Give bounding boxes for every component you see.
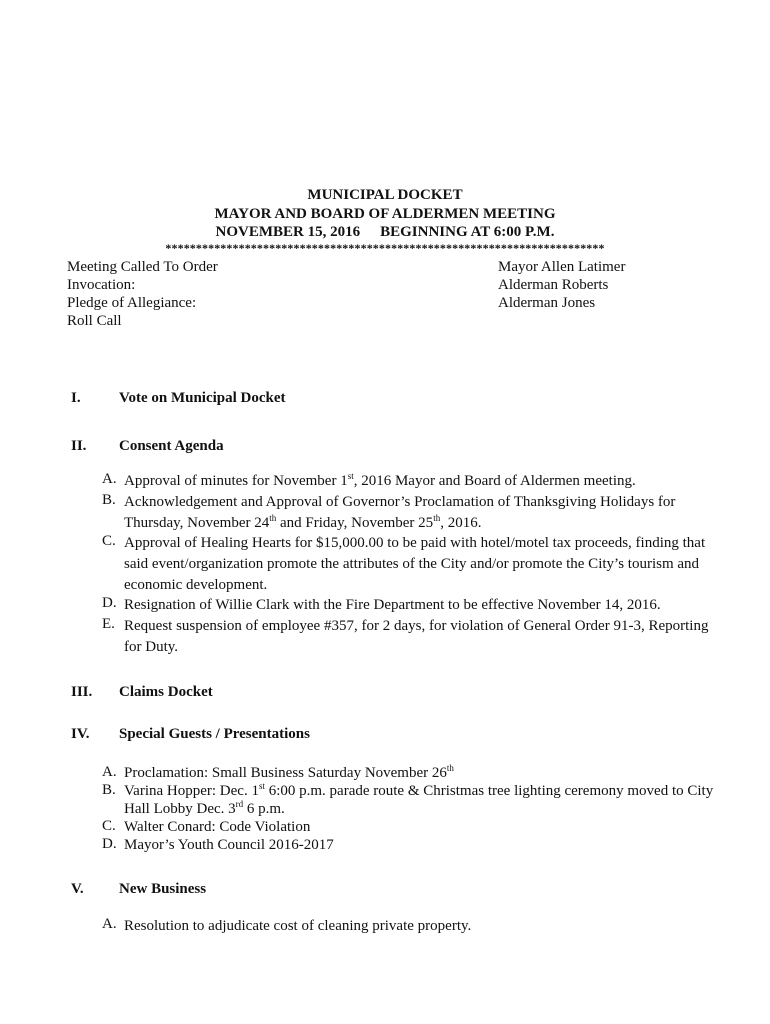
section-title-claims: Claims Docket bbox=[119, 684, 213, 700]
item-letter: D. bbox=[102, 595, 117, 611]
section-number: IV. bbox=[71, 726, 90, 742]
item-letter: B. bbox=[102, 782, 116, 798]
guest-item-b: Varina Hopper: Dec. 1st 6:00 p.m. parade route & Christmas tree lighting ceremony moved to City Hall Lobby Dec. 3rd 6 p.m. bbox=[124, 781, 714, 817]
section-title-vote: Vote on Municipal Docket bbox=[119, 390, 286, 406]
consent-item-e: Request suspension of employee #357, for 2 days, for violation of General Order 91-3, Reporting for Duty. bbox=[124, 618, 709, 655]
section-title-guests: Special Guests / Presentations bbox=[119, 726, 310, 742]
presider-mayor: Mayor Allen Latimer bbox=[498, 259, 626, 275]
item-letter: B. bbox=[102, 492, 116, 508]
item-letter: A. bbox=[102, 764, 117, 780]
section-number: V. bbox=[71, 881, 84, 897]
new-business-item-a: Resolution to adjudicate cost of cleaning private property. bbox=[124, 918, 472, 934]
separator-stars: ************************************************************************ bbox=[165, 241, 605, 255]
item-letter: D. bbox=[102, 836, 117, 852]
section-number: I. bbox=[71, 390, 81, 406]
section-number: III. bbox=[71, 684, 93, 700]
consent-item-d: Resignation of Willie Clark with the Fire Department to be effective November 14, 2016. bbox=[124, 597, 661, 613]
pledge-alderman: Alderman Jones bbox=[498, 295, 596, 311]
opening-pledge: Pledge of Allegiance: bbox=[67, 295, 197, 311]
invocation-alderman: Alderman Roberts bbox=[498, 277, 609, 293]
meeting-date: NOVEMBER 15, 2016 bbox=[215, 224, 361, 240]
guest-item-c: Walter Conard: Code Violation bbox=[124, 819, 311, 835]
consent-item-a: Approval of minutes for November 1st, 2016 Mayor and Board of Aldermen meeting. bbox=[124, 471, 636, 489]
item-letter: C. bbox=[102, 818, 116, 834]
meeting-date-time bbox=[0, 223, 770, 241]
consent-item-c: Approval of Healing Hearts for $15,000.00 to be paid with hotel/motel tax proceeds, finding that said event/organization promote the attributes of the City and/or promote the City’s tourism and economic development. bbox=[124, 535, 706, 593]
item-letter: C. bbox=[102, 533, 116, 549]
item-letter: A. bbox=[102, 916, 117, 932]
section-title-new-business: New Business bbox=[119, 881, 207, 897]
guest-item-d: Mayor’s Youth Council 2016-2017 bbox=[124, 837, 334, 853]
docket-title: MUNICIPAL DOCKET bbox=[307, 187, 463, 203]
section-number: II. bbox=[71, 438, 87, 454]
opening-roll-call: Roll Call bbox=[67, 313, 122, 329]
meeting-title: MAYOR AND BOARD OF ALDERMEN MEETING bbox=[214, 206, 556, 222]
consent-item-b: Acknowledgement and Approval of Governor’s Proclamation of Thanksgiving Holidays for Thursday, November 24th and Friday, November 25th, 2016. bbox=[124, 494, 676, 531]
guest-item-a: Proclamation: Small Business Saturday November 26th bbox=[124, 763, 454, 781]
item-letter: A. bbox=[102, 471, 117, 487]
meeting-time: BEGINNING AT 6:00 P.M. bbox=[380, 224, 555, 240]
opening-call-to-order: Meeting Called To Order bbox=[67, 259, 218, 275]
item-letter: E. bbox=[102, 616, 115, 632]
section-title-consent: Consent Agenda bbox=[119, 438, 224, 454]
opening-invocation: Invocation: bbox=[67, 277, 136, 293]
